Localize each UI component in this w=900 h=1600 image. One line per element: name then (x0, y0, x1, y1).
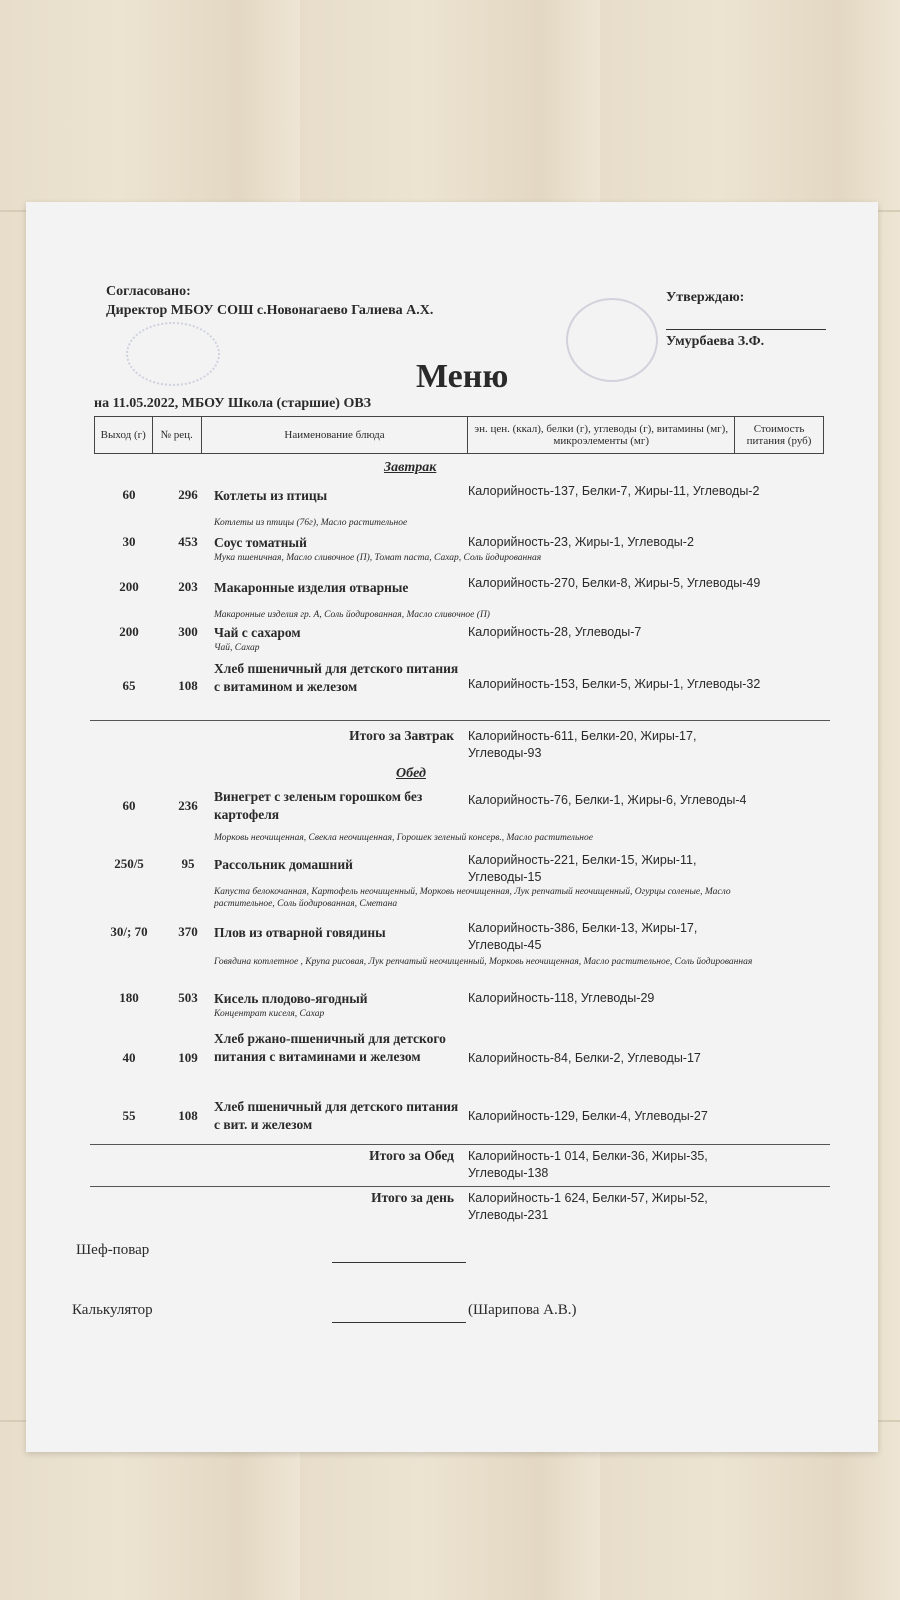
row-dish: Плов из отварной говядины (214, 925, 386, 940)
row-dish: Макаронные изделия отварные (214, 580, 409, 595)
row-output: 30/; 70 (110, 924, 148, 939)
row-recipe: 108 (178, 678, 198, 693)
row-dish: Хлеб ржано-пшеничный для детского питания с витаминами и железом (214, 1031, 446, 1064)
row-output: 55 (122, 1108, 136, 1123)
row-output: 60 (122, 798, 136, 813)
row-dish: Кисель плодово-ягодный (214, 991, 368, 1006)
row-dish: Чай с сахаром (214, 625, 301, 640)
row-dish: Соус томатный (214, 535, 307, 550)
col-recipe: № рец. (152, 417, 201, 454)
approver-name: Умурбаева З.Ф. (666, 334, 765, 349)
row-dish: Котлеты из птицы (214, 488, 328, 503)
row-output: 65 (122, 678, 136, 693)
lunch-total-label: Итого за Обед (369, 1148, 454, 1163)
row-output: 250/5 (114, 856, 144, 871)
row-output: 60 (122, 487, 136, 502)
row-nutrition: Калорийность-84, Белки-2, Углеводы-17 (468, 1051, 701, 1065)
row-dish: Винегрет с зеленым горошком без картофеля (214, 789, 423, 822)
day-total-label: Итого за день (371, 1190, 454, 1205)
chef-label: Шеф-повар (76, 1242, 150, 1258)
row-ingredients: Макаронные изделия гр. А, Соль йодированная, Масло сливочное (П) (214, 610, 490, 620)
section-lunch: Обед (396, 766, 426, 781)
row-output: 200 (119, 579, 139, 594)
row-nutrition: Калорийность-270, Белки-8, Жиры-5, Углеводы-49 (468, 576, 761, 590)
agreement-block (106, 282, 433, 320)
director-line: Директор МБОУ СОШ с.Новонагаево Галиева А.Х. (106, 303, 434, 318)
calculator-label: Калькулятор (72, 1302, 153, 1318)
row-nutrition: Калорийность-386, Белки-13, Жиры-17, Углеводы-45 (468, 921, 698, 952)
calculator-signature-line (332, 1322, 466, 1323)
row-nutrition: Калорийность-153, Белки-5, Жиры-1, Углеводы-32 (468, 677, 761, 691)
row-recipe: 370 (178, 924, 198, 939)
row-dish: Хлеб пшеничный для детского питания с вит. и железом (214, 1099, 459, 1132)
row-recipe: 300 (178, 624, 198, 639)
row-ingredients: Чай, Сахар (214, 643, 260, 653)
approval-signature-line (666, 329, 826, 330)
row-recipe: 236 (178, 798, 198, 813)
row-dish: Хлеб пшеничный для детского питания с витамином и железом (214, 661, 459, 694)
calculator-name: (Шарипова А.В.) (468, 1302, 577, 1318)
row-nutrition: Калорийность-137, Белки-7, Жиры-11, Углеводы-2 (468, 484, 760, 498)
row-output: 30 (122, 534, 136, 549)
signature-stamp (126, 322, 220, 386)
row-recipe: 296 (178, 487, 198, 502)
row-recipe: 95 (181, 856, 195, 871)
row-recipe: 203 (178, 579, 198, 594)
breakfast-total-value: Калорийность-611, Белки-20, Жиры-17, Углеводы-93 (468, 729, 697, 760)
approved-label: Утверждаю: (666, 290, 745, 305)
row-nutrition: Калорийность-118, Углеводы-29 (468, 991, 655, 1005)
col-nutrition: эн. цен. (ккал), белки (г), углеводы (г), витамины (мг), микроэлементы (мг) (468, 417, 735, 454)
row-nutrition: Калорийность-76, Белки-1, Жиры-6, Углеводы-4 (468, 793, 747, 807)
row-nutrition: Калорийность-221, Белки-15, Жиры-11, Углеводы-15 (468, 853, 697, 884)
lunch-total-value: Калорийность-1 014, Белки-36, Жиры-35, Углеводы-138 (468, 1149, 708, 1180)
row-output: 200 (119, 624, 139, 639)
row-output: 40 (122, 1050, 136, 1065)
row-ingredients: Морковь неочищенная, Свекла неочищенная, Горошек зеленый консерв., Масло растительное (214, 833, 593, 843)
round-stamp (566, 298, 658, 382)
row-nutrition: Калорийность-129, Белки-4, Углеводы-27 (468, 1109, 708, 1123)
row-recipe: 109 (178, 1050, 198, 1065)
row-ingredients: Котлеты из птицы (76г), Масло растительное (214, 518, 408, 528)
col-dish: Наименование блюда (201, 417, 468, 454)
col-cost: Стоимость питания (руб) (735, 417, 824, 454)
divider (90, 1186, 830, 1187)
section-breakfast: Завтрак (384, 460, 437, 475)
row-recipe: 453 (178, 534, 198, 549)
row-ingredients: Капуста белокочанная, Картофель неочищенный, Морковь неочищенная, Лук репчатый неочищенный, Огурцы соленые, Масло растительное, Соль йодированная, Сметана (214, 887, 731, 909)
chef-signature-line (332, 1262, 466, 1263)
menu-document (26, 202, 878, 1452)
col-output: Выход (г) (95, 417, 153, 454)
row-nutrition: Калорийность-28, Углеводы-7 (468, 625, 642, 639)
page-title: Меню (416, 358, 509, 395)
row-recipe: 108 (178, 1108, 198, 1123)
breakfast-total-label: Итого за Завтрак (349, 728, 454, 743)
divider (90, 720, 830, 721)
agreed-label: Согласовано: (106, 284, 191, 299)
row-ingredients: Говядина котлетное , Крупа рисовая, Лук репчатый неочищенный, Морковь неочищенная, Масло растительное, Соль йодированная (214, 957, 753, 967)
row-recipe: 503 (178, 990, 198, 1005)
divider (90, 1144, 830, 1145)
row-dish: Рассольник домашний (214, 857, 353, 872)
day-total-value: Калорийность-1 624, Белки-57, Жиры-52, Углеводы-231 (468, 1191, 708, 1222)
menu-table-header (94, 416, 824, 454)
row-output: 180 (119, 990, 139, 1005)
menu-subtitle: на 11.05.2022, МБОУ Школа (старшие) ОВЗ (94, 396, 372, 411)
row-nutrition: Калорийность-23, Жиры-1, Углеводы-2 (468, 535, 694, 549)
row-ingredients: Концентрат киселя, Сахар (214, 1009, 325, 1019)
row-ingredients: Мука пшеничная, Масло сливочное (П), Томат паста, Сахар, Соль йодированная (214, 553, 542, 563)
